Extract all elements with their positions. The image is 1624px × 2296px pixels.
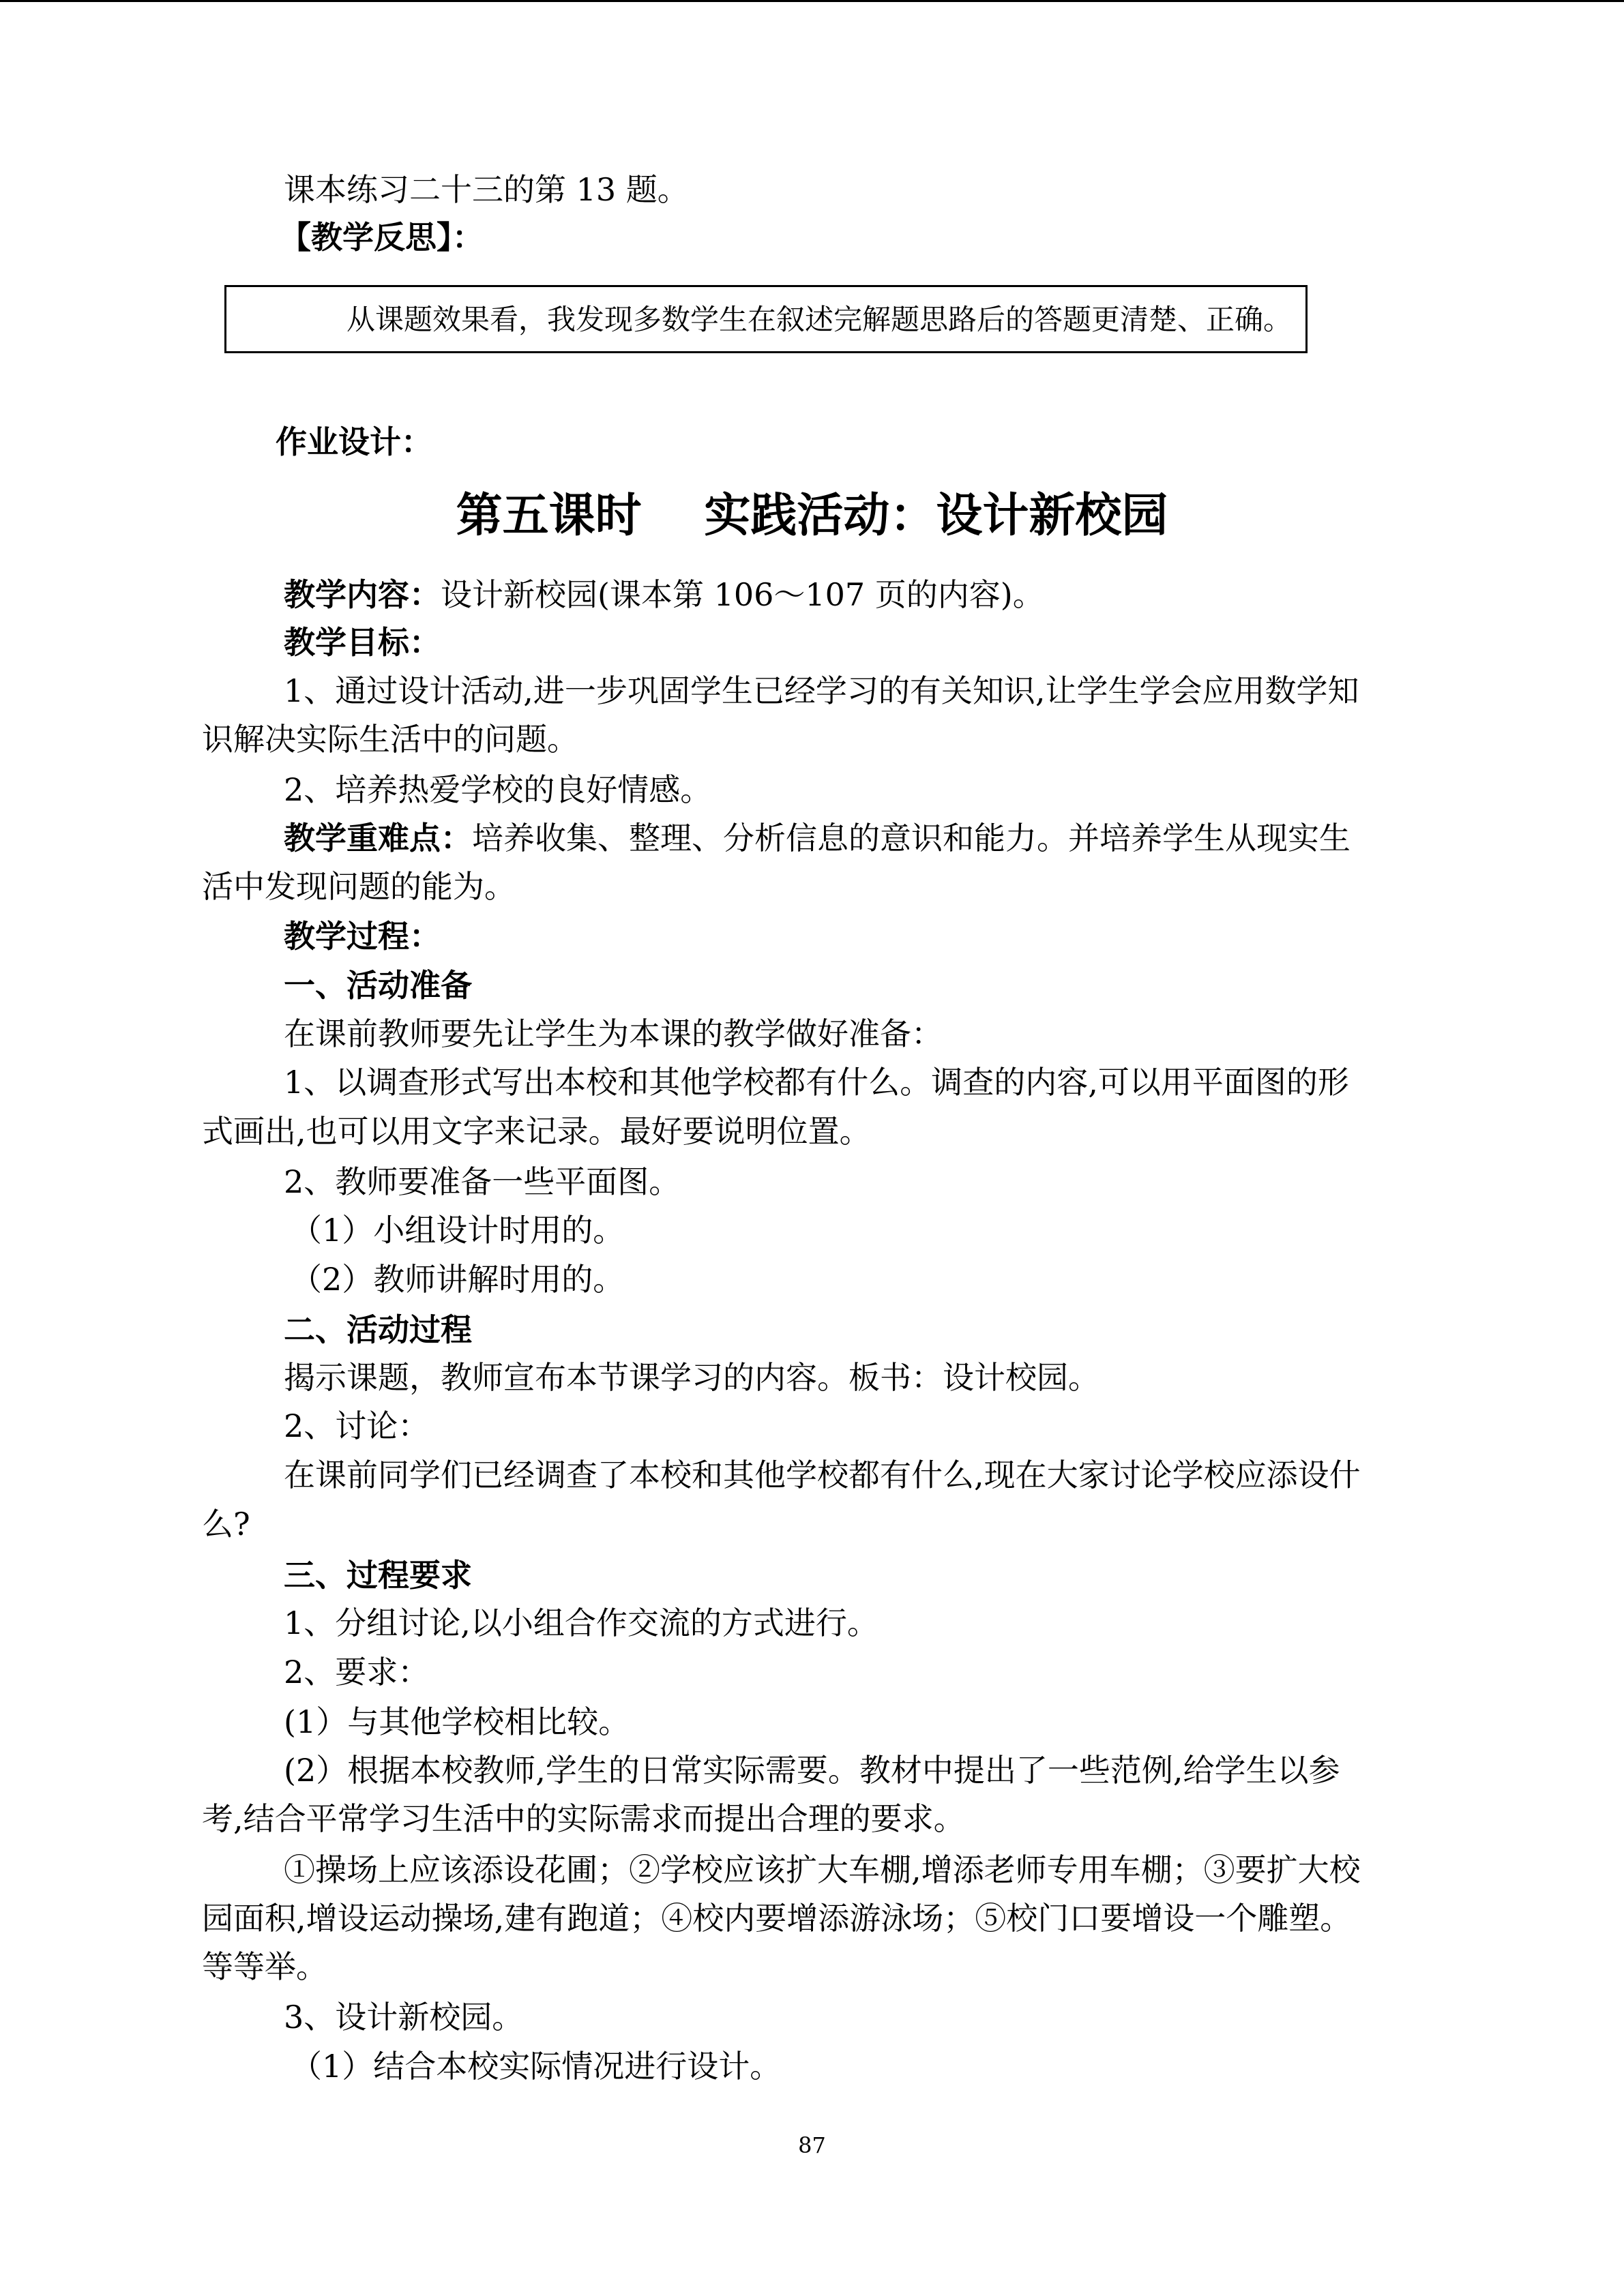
section-heading: 一、活动准备 <box>284 967 472 1004</box>
paragraph: 1、以调查形式写出本校和其他学校都有什么。调查的内容,可以用平面图的形 <box>284 1064 1349 1101</box>
paragraph: 2、讨论： <box>284 1407 430 1444</box>
paragraph: 1、通过设计活动,进一步巩固学生已经学习的有关知识,让学生学会应用数学知 <box>284 672 1359 709</box>
paragraph: 么? <box>202 1506 250 1542</box>
paragraph: 在课前同学们已经调查了本校和其他学校都有什么,现在大家讨论学校应添设什 <box>284 1457 1361 1493</box>
paragraph: 3、设计新校园。 <box>284 1999 524 2036</box>
paragraph: (2）根据本校教师,学生的日常实际需要。教材中提出了一些范例,给学生以参 <box>284 1752 1340 1789</box>
paragraph: 等等举。 <box>202 1948 327 1985</box>
paragraph: (1）与其他学校相比较。 <box>284 1703 630 1740</box>
key-line <box>284 818 1350 859</box>
page-number: 87 <box>798 2132 826 2158</box>
paragraph: （1）小组设计时用的。 <box>291 1212 625 1249</box>
paragraph: 2、教师要准备一些平面图。 <box>284 1163 681 1200</box>
paragraph: （1）结合本校实际情况进行设计。 <box>291 2048 782 2085</box>
process-label: 教学过程： <box>284 918 441 955</box>
paragraph: 课本练习二十三的第 13 题。 <box>284 171 689 208</box>
section-heading: 三、过程要求 <box>284 1557 472 1594</box>
reflection-heading: 【教学反思】： <box>280 219 484 256</box>
top-border <box>0 0 1624 2</box>
key-label: 教学重难点： <box>284 820 472 856</box>
key-text: 培养收集、整理、分析信息的意识和能力。并培养学生从现实生 <box>472 820 1350 856</box>
paragraph: ①操场上应该添设花圃；②学校应该扩大车棚,增添老师专用车棚；③要扩大校 <box>284 1851 1361 1888</box>
paragraph: 2、要求： <box>284 1654 430 1690</box>
content-line <box>284 574 1044 615</box>
reflection-box <box>224 285 1308 353</box>
paragraph: 2、培养热爱学校的良好情感。 <box>284 771 712 808</box>
paragraph: 考,结合平常学习生活中的实际需求而提出合理的要求。 <box>202 1800 965 1837</box>
section-heading: 二、活动过程 <box>284 1311 472 1348</box>
goals-label: 教学目标： <box>284 624 441 661</box>
paragraph: 揭示课题，教师宣布本节课学习的内容。板书：设计校园。 <box>284 1359 1099 1396</box>
paragraph: 在课前教师要先让学生为本课的教学做好准备： <box>284 1015 943 1052</box>
content-text: 设计新校园(课本第 106～107 页的内容)。 <box>441 576 1044 613</box>
content-label: 教学内容： <box>284 576 441 613</box>
paragraph: （2）教师讲解时用的。 <box>291 1261 625 1298</box>
paragraph: 活中发现问题的能为。 <box>202 868 516 905</box>
reflection-text: 从课题效果看，我发现多数学生在叙述完解题思路后的答题更清楚、正确。 <box>346 303 1293 336</box>
homework-label: 作业设计： <box>276 423 432 460</box>
lesson-title: 第五课时 实践活动：设计新校园 <box>456 489 1168 543</box>
paragraph: 识解决实际生活中的问题。 <box>202 721 578 758</box>
paragraph: 1、分组讨论,以小组合作交流的方式进行。 <box>284 1605 879 1641</box>
paragraph: 式画出,也可以用文字来记录。最好要说明位置。 <box>202 1113 871 1150</box>
paragraph: 园面积,增设运动操场,建有跑道；④校内要增添游泳场；⑤校门口要增设一个雕塑。 <box>202 1900 1352 1937</box>
